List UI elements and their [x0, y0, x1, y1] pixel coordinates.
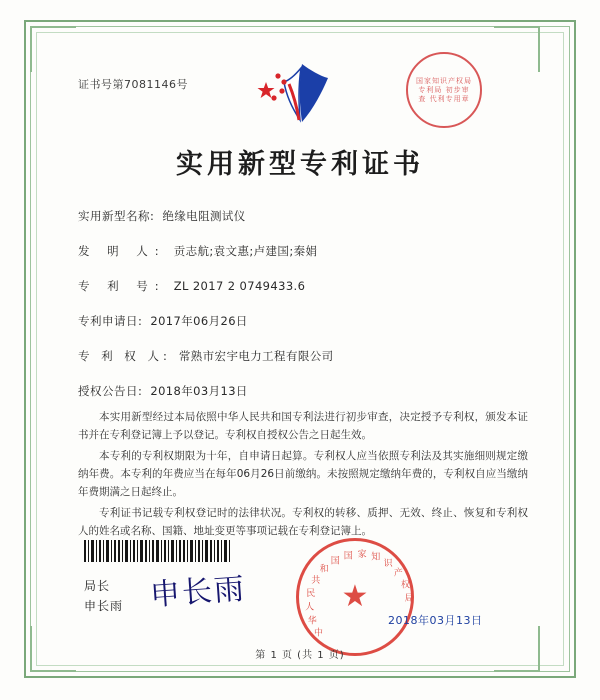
corner-ornament-top-right: [494, 26, 540, 72]
field-list: [78, 208, 526, 418]
patent-barcode: [84, 540, 230, 562]
value-patent-number: ZL 2017 2 0749433.6: [173, 279, 306, 293]
national-patent-office-seal: [296, 538, 414, 656]
seal-date: 2018年03月13日: [388, 614, 483, 627]
label-application-date: 专利申请日:: [78, 314, 143, 328]
preliminary-examination-seal: [406, 52, 482, 128]
field-row-application-date: [78, 313, 526, 329]
label-announcement-date: 授权公告日:: [78, 384, 143, 398]
paragraph-3: 专利证书记载专利权登记时的法律状况。专利权的转移、质押、无效、终止、恢复和专利权人的姓名或名称、国籍、地址变更等事项记载在专利登记簿上。: [78, 507, 528, 537]
signature-title-line-1: 局长: [84, 579, 111, 593]
label-utility-model-name: 实用新型名称:: [78, 209, 155, 223]
signature-title-line-2: 申长雨: [84, 599, 124, 613]
label-inventors: 发 明 人:: [78, 244, 166, 258]
value-announcement-date: 2018年03月13日: [150, 384, 248, 398]
star-emblem-icon: ★: [341, 579, 369, 614]
field-row-patent-number: [78, 278, 526, 294]
field-row-utility-model-name: [78, 208, 526, 224]
value-utility-model-name: 绝缘电阻测试仪: [162, 209, 246, 223]
preliminary-examination-seal-text: 国家知识产权局专利局 初步审查 代利专用章: [416, 76, 472, 103]
legal-body-text: [78, 408, 528, 543]
label-patent-number: 专 利 号:: [78, 279, 166, 293]
handwritten-signature: 申长雨: [148, 571, 248, 614]
corner-ornament-top-left: [30, 26, 76, 72]
value-application-date: 2017年06月26日: [150, 314, 248, 328]
field-row-announcement-date: [78, 383, 526, 399]
field-row-inventors: [78, 243, 526, 259]
patent-office-logo-icon: [244, 58, 354, 130]
value-patentee: 常熟市宏宇电力工程有限公司: [178, 349, 334, 363]
paragraph-1: 本实用新型经过本局依照中华人民共和国专利法进行初步审查，决定授予专利权，颁发本证书并在专利登记簿上予以登记。专利权自授权公告之日起生效。: [78, 411, 528, 441]
value-inventors: 贡志航;袁文惠;卢建国;秦娟: [173, 244, 318, 258]
seal-ring-text: 中 华 人 民 共 和 国 国 家 知 识 产 权 局: [305, 550, 415, 639]
field-row-patentee: [78, 348, 526, 364]
signature-title: [84, 576, 123, 616]
page-title: 实用新型专利证书: [176, 149, 424, 180]
label-patentee: 专 利 权 人:: [78, 349, 171, 363]
paragraph-2: 本专利的专利权期限为十年，自申请日起算。专利权人应当依照专利法及其实施细则规定缴纳年费。本专利的年费应当在每年06月26日前缴纳。未按照规定缴纳年费的，专利权自应当缴纳年费期满之日起终止。: [78, 450, 528, 498]
page-count: 第 1 页 (共 1 页): [255, 650, 345, 661]
certificate-number: 证书号第7081146号: [78, 78, 188, 91]
